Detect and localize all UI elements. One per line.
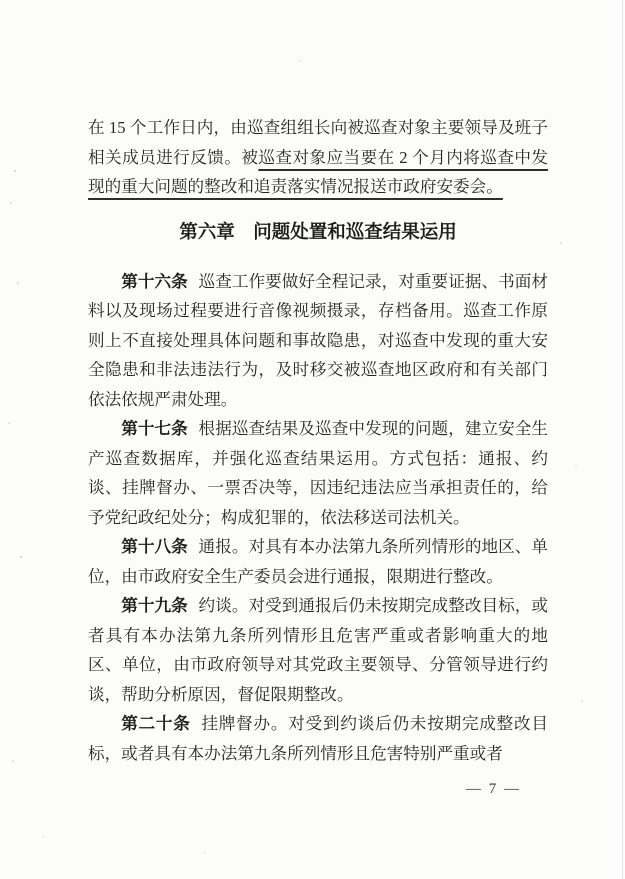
article-17-text: 根据巡查结果及巡查中发现的问题，建立安全生产巡查数据库，并强化巡查结果运用。方式包括：通报、约谈、挂牌督办、一票否决等，因违纪违法应当承担责任的，给予党纪政纪处分；构成犯罪的，依法移送司法机关。	[88, 419, 549, 527]
article-17-number: 第十七条	[121, 419, 188, 438]
article-16-number: 第十六条	[121, 271, 188, 291]
article-20-text: 挂牌督办。对受到约谈后仍未按期完成整改目标，或者具有本办法第九条所列情形且危害特别严重或者	[88, 714, 549, 763]
article-16-text: 巡查工作要做好全程记录，对重要证据、书面材料以及现场过程要进行音像视频摄录，存档备用。巡查工作原则上不直接处理具体问题和事故隐患，对巡查中发现的重大安全隐患和非法违法行为，及时移交被巡查地区政府和有关部门依法依规严肃处理。	[88, 271, 549, 409]
paragraph-text: 在 15 个工作日内，由巡查组组长向被巡查对象主要领导及班子相关成员进行反馈。被	[88, 118, 548, 167]
article-16	[88, 267, 548, 415]
hand-underlined-text: 巡查对象应当要在 2 个月内将巡查中发现的重大问题的整改和追责落实情况报送市政府安委会。	[88, 147, 549, 196]
article-20	[88, 709, 548, 768]
document-body	[88, 113, 548, 768]
article-18-number: 第十八条	[121, 537, 188, 556]
article-19-text: 约谈。对受到通报后仍未按期完成整改目标，或者具有本办法第九条所列情形且危害严重或者影响重大的地区、单位，由市政府领导对其党政主要领导、分管领导进行约谈，帮助分析原因，督促限期整改。	[88, 596, 549, 704]
chapter-heading: 第六章 问题处置和巡查结果运用	[179, 220, 457, 242]
article-18	[88, 532, 548, 591]
article-18-text: 通报。对具有本办法第九条所列情形的地区、单位，由市政府安全生产委员会进行通报，限期进行整改。	[88, 537, 549, 586]
scan-edge-artifact	[622, 0, 623, 879]
paragraph-feedback-requirement	[88, 113, 548, 202]
article-19-number: 第十九条	[121, 596, 188, 615]
page-number: — 7 —	[466, 781, 521, 797]
article-19	[88, 591, 548, 709]
scan-noise-speckles	[0, 0, 2, 2]
article-20-number: 第二十条	[121, 714, 191, 733]
article-17	[88, 414, 548, 532]
